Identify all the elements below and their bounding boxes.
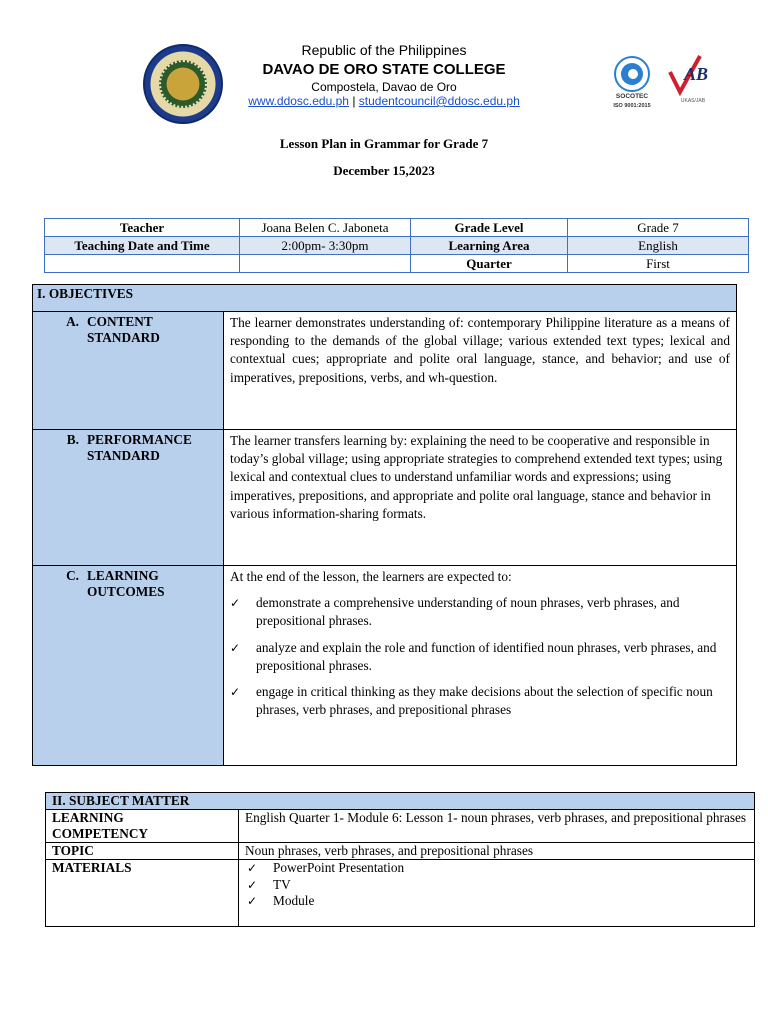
checkmark-icon: ✓ (230, 596, 241, 611)
checkmark-icon: ✓ (247, 861, 258, 875)
country-line: Republic of the Philippines (301, 42, 467, 58)
competency-label: LEARNING COMPETENCY (46, 810, 239, 843)
material-item: ✓ Module (247, 893, 315, 908)
topic-label: TOPIC (46, 843, 239, 860)
lesson-title: Lesson Plan in Grammar for Grade 7 (279, 136, 489, 151)
teacher-value: Joana Belen C. Jaboneta (240, 219, 411, 237)
quarter-value: First (568, 255, 749, 273)
topic-value: Noun phrases, verb phrases, and prepositional phrases (239, 843, 755, 860)
website-link[interactable]: www.ddosc.edu.ph (248, 94, 349, 108)
socotec-logo (606, 52, 658, 114)
svg-text:AB: AB (684, 64, 709, 84)
material-item: ✓ TV (247, 876, 291, 892)
material-item: ✓ PowerPoint Presentation (247, 860, 405, 875)
outcome-item: ✓ demonstrate a comprehensive understanding of noun phrases, verb phrases, and prepositional phrases. (230, 594, 730, 630)
materials-label: MATERIALS (46, 860, 239, 927)
content-standard-label: A. CONTENT STANDARD (33, 312, 224, 430)
outcomes-intro: At the end of the lesson, the learners are expected to: (230, 569, 512, 584)
college-name: DAVAO DE ORO STATE COLLEGE (262, 61, 506, 78)
teacher-label: Teacher (45, 219, 240, 237)
materials-list (239, 860, 755, 927)
subject-matter-heading: II. SUBJECT MATTER (46, 793, 755, 810)
checkmark-icon: ✓ (230, 685, 241, 700)
checkmark-icon: ✓ (247, 877, 258, 892)
learning-area-value: English (568, 237, 749, 255)
performance-standard-text: The learner transfers learning by: explaining the need to be cooperative and responsible in today’s global village; using appropriate strategies to comprehend extended text types; using lexical and contextual clues to understand unfamiliar words and expressions; using imperatives, prepositions, and appropriate and polite oral language, stance and behavior in various information-sharing formats. (224, 430, 737, 566)
learning-area-label: Learning Area (411, 237, 568, 255)
socotec-logo-name: SOCOTEC (615, 93, 649, 100)
quarter-label: Quarter (411, 255, 568, 273)
objectives-heading: I. OBJECTIVES (33, 285, 737, 312)
checkmark-icon: ✓ (230, 640, 241, 655)
grade-level-label: Grade Level (411, 219, 568, 237)
outcome-item: ✓ analyze and explain the role and function of identified noun phrases, verb phrases, and prepositional phrases. (230, 639, 730, 675)
performance-standard-label: B. PERFORMANCE STANDARD (33, 430, 224, 566)
empty-cell (240, 255, 411, 273)
grade-level-value: Grade 7 (568, 219, 749, 237)
competency-value: English Quarter 1- Module 6: Lesson 1- noun phrases, verb phrases, and prepositional phrases (239, 810, 755, 843)
learning-outcomes-text (224, 566, 737, 766)
info-table (44, 218, 749, 273)
accreditation-logo-name: UKAS/JAB (680, 98, 706, 104)
outcome-item: ✓ engage in critical thinking as they make decisions about the selection of specific noun phrases, verb phrases, and prepositional phrases (230, 683, 730, 719)
contact-separator: | (352, 94, 356, 108)
teaching-time-value: 2:00pm- 3:30pm (240, 237, 411, 255)
socotec-logo-iso: ISO 9001:2015 (613, 103, 651, 109)
college-address: Compostela, Davao de Oro (311, 80, 457, 94)
teaching-date-label: Teaching Date and Time (45, 237, 240, 255)
accreditation-logo (664, 50, 722, 114)
checkmark-icon: ✓ (247, 894, 258, 908)
email-link[interactable]: studentcouncil@ddosc.edu.ph (358, 94, 520, 108)
content-standard-text: The learner demonstrates understanding of: contemporary Philippine literature as a means of responding to the demands of the global village; various extended text types; lexical and contextual cues; appropriate and polite oral language, stance, and behavior; and use of imperatives, prepositions, verbs, and wh-question. (224, 312, 737, 430)
empty-cell (45, 255, 240, 273)
lesson-date: December 15,2023 (333, 163, 435, 178)
learning-outcomes-label: C. LEARNING OUTCOMES (33, 566, 224, 766)
subject-matter-table (45, 792, 755, 927)
objectives-table (32, 284, 737, 766)
